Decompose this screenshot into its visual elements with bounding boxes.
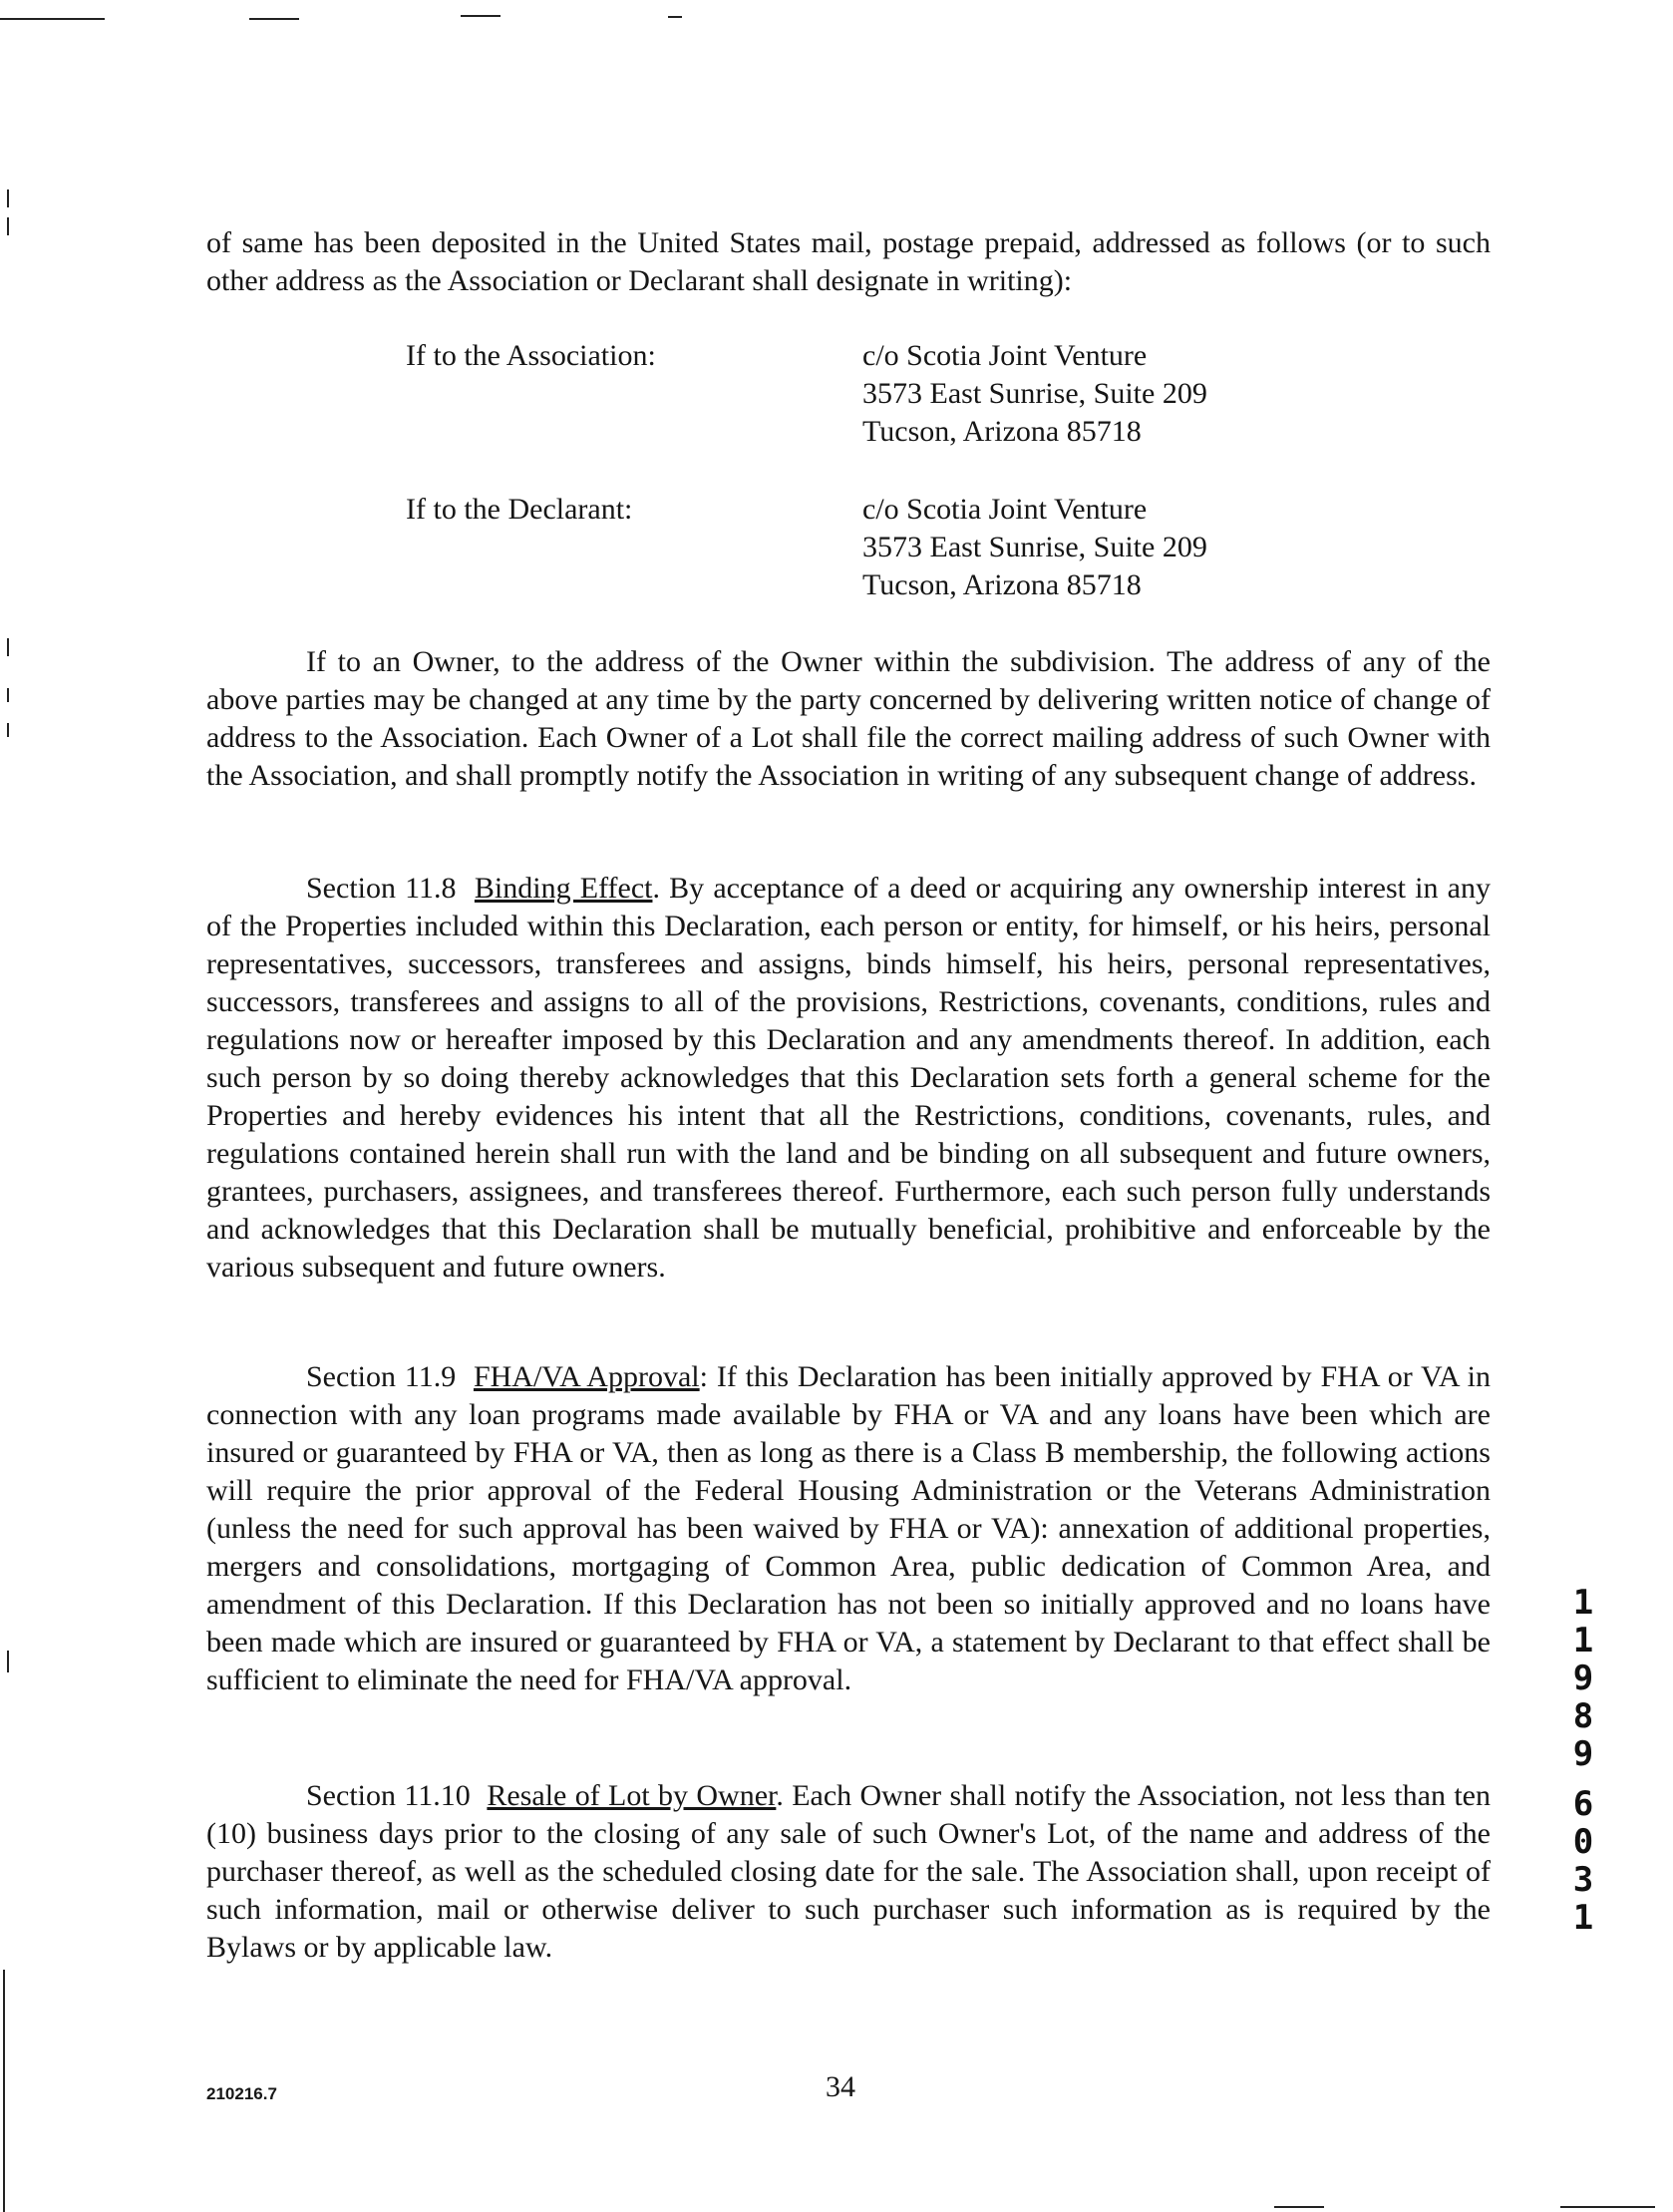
owner-address-paragraph: If to an Owner, to the address of the Owner within the subdivision. The address of any of the above parties may be changed at any time by the party concerned by delivering written notice of change of address to the Association. Each Owner of a Lot shall file the correct mailing address of such Owner with the Association, and shall promptly notify the Association in writing of any subsequent change of address. [206, 645, 1491, 792]
section-11-9-paragraph [206, 1358, 1491, 1699]
section-heading: FHA/VA Approval [473, 1360, 700, 1393]
recording-number-stamp-upper [1563, 1584, 1603, 1773]
section-number: Section 11.8 [306, 872, 457, 905]
section-11-8-paragraph [206, 870, 1491, 1287]
scan-artifact-edge [7, 638, 9, 656]
scan-artifact-edge [7, 189, 9, 207]
section-body: By acceptance of a deed or acquiring any ownership interest in any of the Properties included within this Declaration, each person or entity, for himself, or his heirs, personal representatives, successors, transferees and assigns, binds himself, his heirs, personal representatives, successors, transferees and assigns to all of the provisions, Restrictions, covenants, conditions, rules and regulations now or hereafter imposed by this Declaration and any amendments thereof. In addition, each such person by so doing thereby acknowledges that this Declaration sets forth a general scheme for the Properties and hereby evidences his intent that all the Restrictions, conditions, covenants, rules, and regulations contained herein shall run with the land and be binding on all subsequent and future owners, grantees, purchasers, assignees, and transferees thereof. Furthermore, each such person fully understands and acknowledges that this Declaration shall be mutually beneficial, prohibitive and enforceable by the various subsequent and future owners. [206, 872, 1491, 1284]
stamp-digit: 9 [1572, 1659, 1594, 1698]
address-label: If to the Association: [406, 339, 656, 372]
stamp-digit: 1 [1572, 1583, 1594, 1623]
stamp-digit: 3 [1572, 1860, 1594, 1900]
stamp-digit: 1 [1572, 1898, 1594, 1938]
section-heading-punct: : [699, 1360, 708, 1393]
scan-artifact-top-rule [0, 18, 105, 20]
intro-paragraph: of same has been deposited in the United States mail, postage prepaid, addressed as follows (or to such other address as the Association or Declarant shall designate in writing): [206, 226, 1491, 297]
address-lines [862, 491, 1207, 604]
scan-artifact-top-rule [249, 18, 299, 20]
section-heading: Binding Effect [474, 872, 653, 905]
address-label: If to the Declarant: [406, 493, 633, 526]
scan-artifact-bottom-rule [1274, 2206, 1324, 2208]
section-heading-punct: . [652, 872, 660, 905]
scan-artifact-edge [3, 1970, 5, 2212]
section-number: Section 11.9 [306, 1360, 457, 1393]
document-id: 210216.7 [206, 2084, 277, 2103]
section-number: Section 11.10 [306, 1779, 471, 1812]
scan-artifact-bottom-rule [1560, 2206, 1655, 2208]
scan-artifact-top-rule [461, 15, 501, 17]
page-number: 34 [826, 2070, 855, 2103]
address-line: Tucson, Arizona 85718 [862, 568, 1142, 601]
stamp-digit: 1 [1572, 1621, 1594, 1660]
stamp-digit: 8 [1572, 1696, 1594, 1736]
scan-artifact-edge [7, 217, 9, 235]
stamp-digit: 6 [1572, 1784, 1594, 1824]
section-body: If this Declaration has been initially approved by FHA or VA in connection with any loan programs made available by FHA or VA and any loans have been which are insured or guaranteed by FHA or VA, then as long as there is a Class B membership, the following actions will require the prior approval of the Federal Housing Administration or the Veterans Administration (unless the need for such approval has been waived by FHA or VA): annexation of additional properties, mergers and consolidations, mortgaging of Common Area, public dedication of Common Area, and amendment of this Declaration. If this Declaration has not been so initially approved and no loans have been made which are insured or guaranteed by FHA or VA, a statement by Declarant to that effect shall be sufficient to eliminate the need for FHA/VA approval. [206, 1360, 1492, 1696]
scan-artifact-edge [7, 688, 9, 702]
scan-artifact-top-rule [668, 16, 682, 18]
section-heading: Resale of Lot by Owner [487, 1779, 777, 1812]
scan-artifact-edge [7, 1651, 9, 1672]
address-line: Tucson, Arizona 85718 [862, 415, 1142, 448]
address-lines [862, 337, 1207, 451]
section-heading-punct: . [776, 1779, 784, 1812]
address-line: 3573 East Sunrise, Suite 209 [862, 377, 1207, 410]
section-11-10-paragraph [206, 1777, 1491, 1967]
scan-artifact-edge [7, 723, 9, 737]
address-line: c/o Scotia Joint Venture [862, 339, 1148, 372]
address-line: c/o Scotia Joint Venture [862, 493, 1148, 526]
stamp-digit: 9 [1572, 1734, 1594, 1774]
section-body: Each Owner shall notify the Association, not less than ten (10) business days prior to the closing of any sale of such Owner's Lot, of the name and address of the purchaser thereof, as well as the scheduled closing date for the sale. The Association shall, upon receipt of such information, mail or otherwise deliver to such purchaser such information as is required by the Bylaws or by applicable law. [206, 1779, 1491, 1964]
stamp-digit: 0 [1572, 1822, 1594, 1862]
recording-number-stamp-lower [1563, 1785, 1603, 1937]
address-line: 3573 East Sunrise, Suite 209 [862, 531, 1207, 563]
